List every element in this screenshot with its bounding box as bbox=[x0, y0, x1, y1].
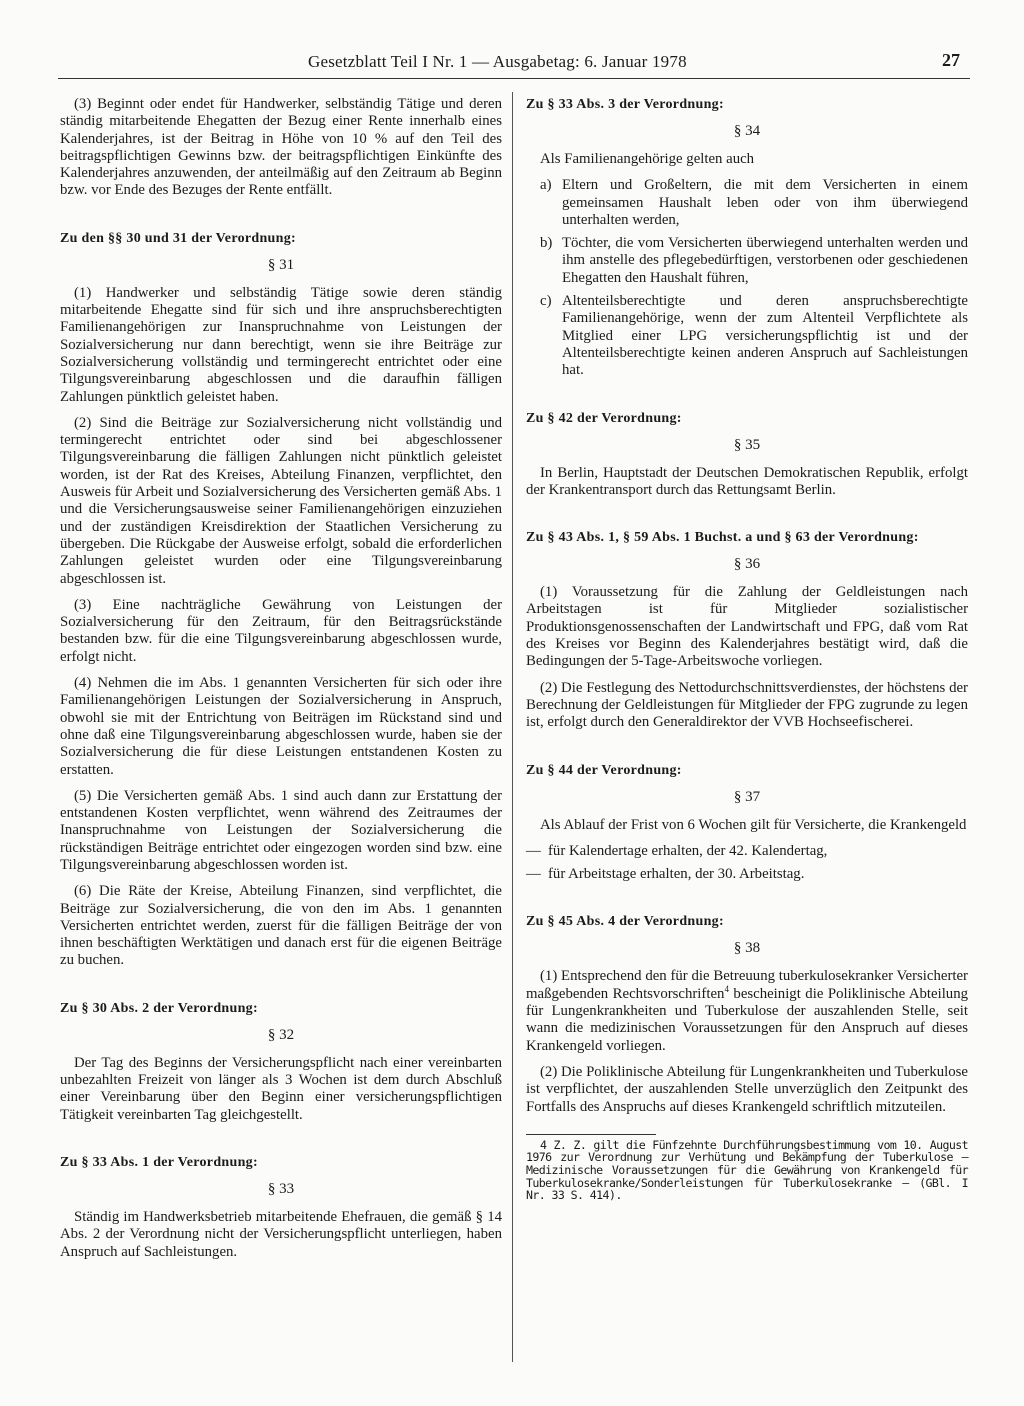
list-marker: b) bbox=[540, 235, 553, 252]
paragraph-number: § 34 bbox=[733, 123, 761, 139]
section-heading: Zu § 30 Abs. 2 der Verordnung: bbox=[60, 1000, 258, 1016]
paragraph-text: (1) Voraussetzung für die Zahlung der Geldleistungen nach Arbeitstagen ist für Mitglieder sozialistischer Produktionsgenossenschaften der Landwirtschaft und FPG, daß vom Rat des Kreises vor Beginn des Kalenderjahres bestätigt wird, daß die Bedingungen der 5-Tage-Arbeitswoche vorliegen. bbox=[526, 584, 968, 670]
paragraph-text: (2) Sind die Beiträge zur Sozialversicherung nicht vollständig und termingerecht entrichtet oder sind bei abgeschlossener Tilgungsvereinbarung die fälligen Zahlungen nicht pünktlich geleistet worden, ist der Rat des Kreises, Abteilung Finanzen, verpflichtet, den Ausweis für Arbeit und Sozialversicherung des Versicherten gemäß Abs. 1 und die Versicherungsausweise seiner Familienangehörigen einzuziehen und der zuständigen Kreisdirektion der Staatlichen Versicherung zu übergeben. Die Rückgabe der Ausweise erfolgt, sobald die erforderlichen Zahlungen geleistet wurden oder eine Tilgungsvereinbarung abgeschlossen ist. bbox=[60, 414, 502, 587]
section-heading: Zu den §§ 30 und 31 der Verordnung: bbox=[60, 230, 296, 246]
list-text: Eltern und Großeltern, die mit dem Versicherten in einem gemeinsamen Haushalt leben oder von ihm überwiegend unterhalten werden, bbox=[562, 177, 968, 228]
paragraph-number: § 31 bbox=[267, 256, 295, 273]
list-text: für Arbeitstage erhalten, der 30. Arbeitstag. bbox=[548, 866, 805, 883]
list-item bbox=[526, 866, 968, 883]
dash-marker: — bbox=[526, 866, 541, 883]
section-heading: Zu § 43 Abs. 1, § 59 Abs. 1 Buchst. a und § 63 der Verordnung: bbox=[526, 530, 919, 546]
header-rule bbox=[58, 78, 970, 79]
paragraph-text: (4) Nehmen die im Abs. 1 genannten Versicherten für sich oder ihre Familienangehörigen Leistungen der Sozialversicherung in Anspruch, obwohl sie mit der Entrichtung von Beiträgen im Rückstand sind und ohne daß eine Tilgungsvereinbarung abgeschlossen wurde, haben sie der Sozialversicherung die für diese Leistungen entstandenen Kosten zu erstatten. bbox=[60, 675, 502, 778]
running-title: Gesetzblatt Teil I Nr. 1 — Ausgabetag: 6. Januar 1978 bbox=[308, 52, 687, 71]
list-text: Töchter, die vom Versicherten überwiegend unterhalten werden und ihm anstelle des pflegebedürftigen, verstorbenen oder geschiedenen Ehegatten den Haushalt führen, bbox=[562, 235, 968, 286]
paragraph-text bbox=[526, 968, 968, 1054]
paragraph-text: (5) Die Versicherten gemäß Abs. 1 sind auch dann zur Erstattung der entstandenen Kosten verpflichtet, wenn während des Zeitraumes der Inanspruchnahme von Leistungen der Sozialversicherung die rückständigen Beiträge entrichtet oder eingezogen worden sind bzw. eine Tilgungsvereinbarung abgeschlossen worden ist. bbox=[60, 787, 502, 873]
paragraph-text: Der Tag des Beginns der Versicherungspflicht nach einer vereinbarten unbezahlten Freizeit von länger als 3 Wochen ist dem durch Abschluß einer Vereinbarung über den Beginn einer versicherungspflichtigen Tätigkeit vereinbarten Tag gleichgestellt. bbox=[60, 1054, 502, 1123]
paragraph-text: (1) Handwerker und selbständig Tätige sowie deren ständig mitarbeitende Ehegatte sind für sich und ihre anspruchsberechtigten Familienangehörigen zur Inanspruchnahme von Leistungen der Sozialversicherung nur dann berechtigt, wenn sie ihre Beiträge zur Sozialversicherung vollständig und termingerecht entrichtet oder eine Tilgungsvereinbarung abgeschlossen und die daraufhin fälligen Zahlungen pünktlich geleistet haben. bbox=[60, 284, 502, 405]
list-item bbox=[526, 843, 968, 860]
paragraph-text: (3) Eine nachträgliche Gewährung von Leistungen der Sozialversicherung für den Zeitraum, für den Beitragsrückstände bestanden bzw. für die eine Tilgungsvereinbarung abgeschlossen wurde, erfolgt nicht. bbox=[60, 596, 502, 665]
dash-marker: — bbox=[526, 842, 541, 859]
page-number: 27 bbox=[942, 50, 960, 70]
list-marker: c) bbox=[540, 293, 552, 310]
paragraph-number: § 32 bbox=[267, 1026, 295, 1043]
section-heading: Zu § 45 Abs. 4 der Verordnung: bbox=[526, 914, 724, 930]
footnote: 4 Z. Z. gilt die Fünfzehnte Durchführungsbestimmung vom 10. August 1976 zur Verordnung zur Verhütung und Bekämpfung der Tuberkulose – Medizinische Voraussetzungen für die Gewährung von Krankengeld für Tuberkulosekranke/Sonderleistungen für Tuberkulosekranke – (GBl. I Nr. 33 S. 414). bbox=[526, 1137, 968, 1203]
paragraph-number: § 37 bbox=[733, 788, 761, 805]
right-column bbox=[526, 96, 968, 1202]
list-marker: a) bbox=[540, 177, 552, 194]
list-item bbox=[540, 235, 968, 287]
left-column bbox=[60, 96, 502, 1270]
paragraph-number: § 36 bbox=[733, 556, 761, 573]
text-run: (1) Entsprechend den für die Betreuung tuberkulosekranker Versicherter maßgebenden Rechtsvorschriften bbox=[526, 968, 968, 1002]
paragraph-number: § 35 bbox=[733, 436, 761, 453]
section-heading: Zu § 44 der Verordnung: bbox=[526, 762, 682, 778]
text-run: bescheinigt die Poliklinische Abteilung für Lungenkrankheiten und Tuberkulose der auszahlenden Stelle, seit wann die medizinischen Voraussetzungen für den Anspruch auf dieses Krankengeld vorliegen. bbox=[526, 985, 968, 1054]
page-header bbox=[56, 50, 968, 80]
paragraph-abs3-intro: (3) Beginnt oder endet für Handwerker, selbständig Tätige und deren ständig mitarbeitende Ehegatten der Bezug einer Rente innerhalb eines Kalenderjahres, ist der Beitrag in Höhe von 10 % auf den Teil des beitragspflichtigen Gewinns bzw. der beitragspflichtigen Einkünfte des Kalenderjahres anzuwenden, der anteilmäßig auf den Zeitraum ab Beginn bzw. vor Ende des Bezuges der Rente entfällt. bbox=[60, 96, 502, 199]
paragraph-text: (2) Die Festlegung des Nettodurchschnittsverdienstes, der höchstens der Berechnung der Geldleistungen für Mitglieder der FPG zugrunde zu legen ist, erfolgt durch den Generaldirektor der VVB Hochseefischerei. bbox=[526, 679, 968, 731]
list-text: für Kalendertage erhalten, der 42. Kalendertag, bbox=[548, 842, 828, 859]
column-divider bbox=[512, 92, 513, 1362]
footnote-rule bbox=[526, 1134, 656, 1135]
paragraph-text: Ständig im Handwerksbetrieb mitarbeitende Ehefrauen, die gemäß § 14 Abs. 2 der Verordnung nicht der Versicherungspflicht unterliegen, haben Anspruch auf Sachleistungen. bbox=[60, 1208, 502, 1260]
paragraph-number: § 33 bbox=[267, 1180, 295, 1197]
paragraph-text: (2) Die Poliklinische Abteilung für Lungenkrankheiten und Tuberkulose ist verpflichtet, der auszahlenden Stelle unverzüglich den Zeitpunkt des Fortfalls des Anspruchs auf dieses Krankengeld schriftlich mitzuteilen. bbox=[526, 1063, 968, 1115]
paragraph-number: § 38 bbox=[733, 940, 761, 957]
paragraph-text: (6) Die Räte der Kreise, Abteilung Finanzen, sind verpflichtet, die Beiträge zur Sozialversicherung, die von den im Abs. 1 genannten Versicherten entrichtet werden, zuerst für die fälligen Beiträge der von ihnen beschäftigten Werktätigen und danach erst für die eigenen Beiträge zu buchen. bbox=[60, 883, 502, 969]
footnote-reference: 4 bbox=[724, 983, 729, 994]
list-item bbox=[540, 177, 968, 229]
section-heading: Zu § 42 der Verordnung: bbox=[526, 410, 682, 426]
list-item bbox=[540, 293, 968, 379]
paragraph-text: Als Ablauf der Frist von 6 Wochen gilt für Versicherte, die Krankengeld bbox=[540, 816, 967, 833]
paragraph-text: Als Familienangehörige gelten auch bbox=[540, 151, 755, 167]
section-heading: Zu § 33 Abs. 3 der Verordnung: bbox=[526, 97, 724, 112]
paragraph-text: In Berlin, Hauptstadt der Deutschen Demokratischen Republik, erfolgt der Krankentransport durch das Rettungsamt Berlin. bbox=[526, 464, 968, 498]
section-heading: Zu § 33 Abs. 1 der Verordnung: bbox=[60, 1154, 258, 1170]
list-text: Altenteilsberechtigte und deren anspruchsberechtigte Familienangehörige, wenn der zum Altenteil Verpflichtete als Mitglied einer LPG versicherungspflichtig ist und der Altenteilsberechtigte keinen anderen Anspruch auf Sachleistungen hat. bbox=[562, 293, 968, 379]
